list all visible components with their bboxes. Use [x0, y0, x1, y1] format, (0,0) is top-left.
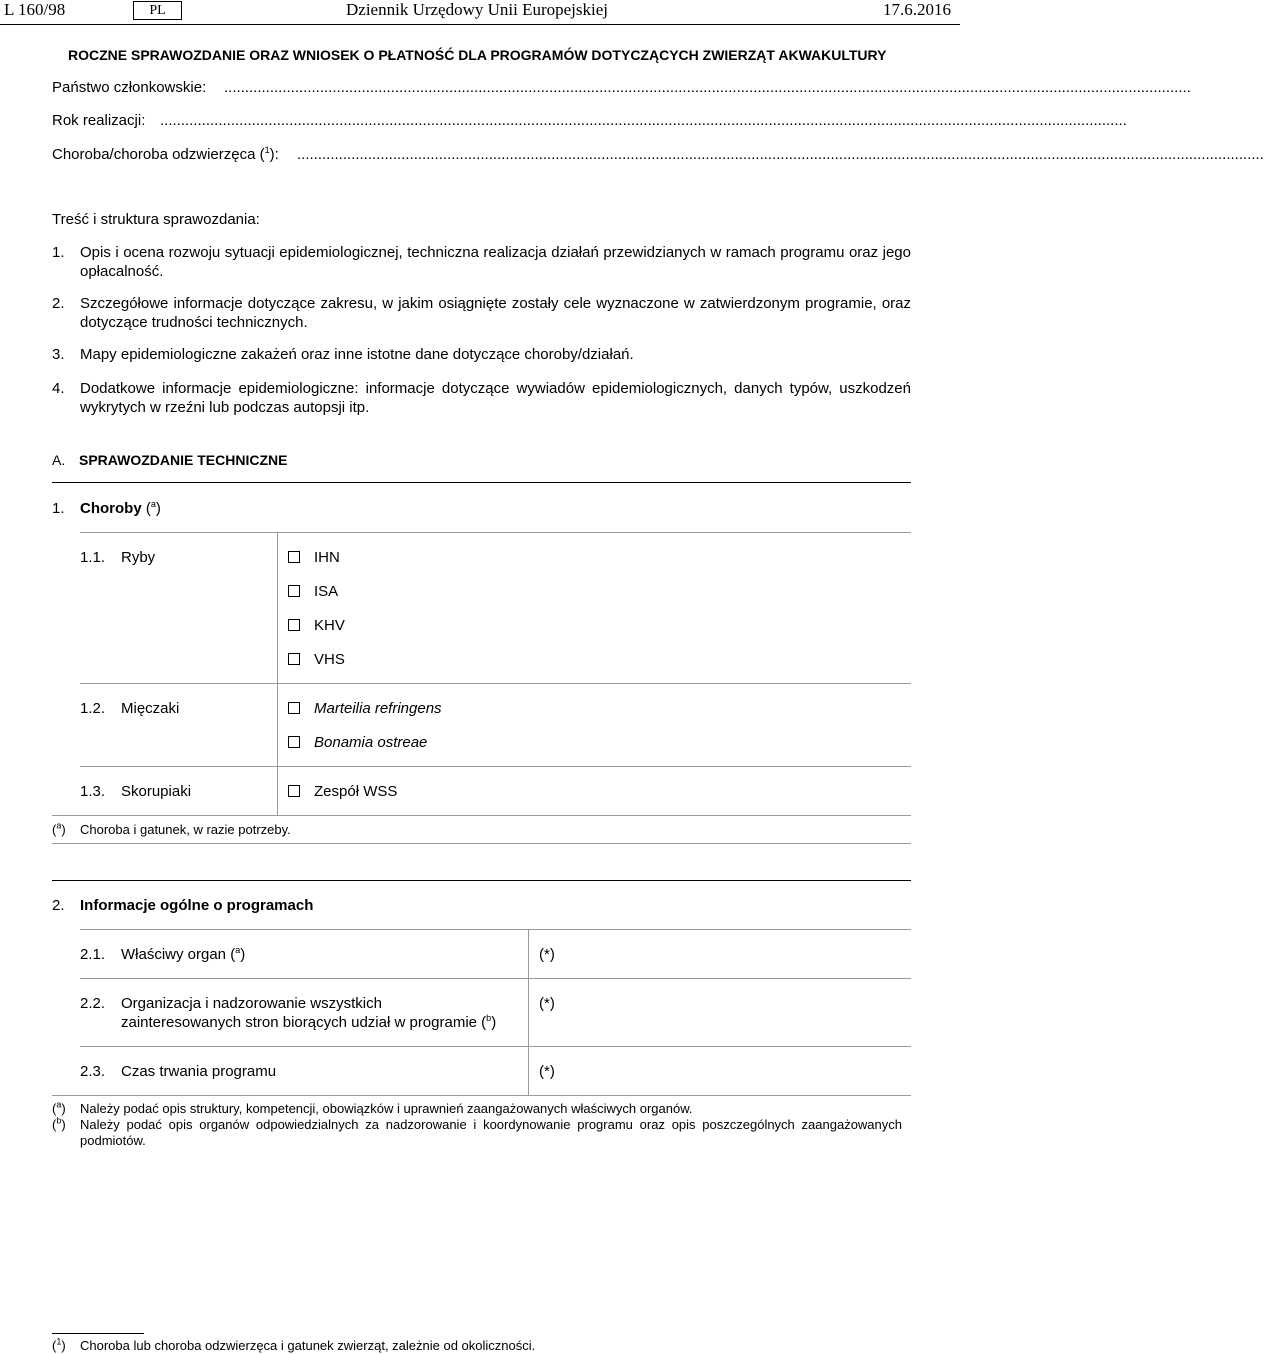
row-label: zainteresowanych stron biorących udział w programie ($^b$) — [121, 1013, 497, 1031]
footnote-text: Choroba lub choroba odzwierzęca i gatunek zwierząt, zależnie od okoliczności. — [80, 1338, 536, 1353]
list-item — [52, 379, 911, 417]
row-value[interactable]: (*) — [539, 995, 555, 1012]
footnote — [52, 822, 902, 838]
table-rule — [52, 1095, 911, 1096]
row-value[interactable]: (*) — [539, 1063, 555, 1080]
list-item-number: 3. — [52, 346, 65, 363]
row-number: 1.3. — [80, 783, 106, 800]
table-rule — [80, 532, 911, 533]
row-label: Skorupiaki — [121, 783, 192, 800]
footnote-mark: ($^a$) — [52, 1099, 66, 1116]
footnote — [52, 1101, 902, 1117]
list-item — [52, 294, 911, 332]
footnote — [52, 1117, 902, 1149]
section-label: A. — [52, 452, 66, 468]
list-item — [52, 345, 911, 364]
member-state-dots: ........................................................................................................................................................................................................................................ — [224, 79, 1191, 96]
checkbox-vhs[interactable] — [288, 653, 300, 665]
row-label: Organizacja i nadzorowanie wszystkich — [121, 995, 382, 1012]
footnote-separator — [52, 1333, 144, 1334]
option-label: IHN — [314, 549, 340, 566]
list-item-text: Szczegółowe informacje dotyczące zakresu, w jakim osiągnięte zostały cele wyznaczone w zatwierdzonym programie, oraz dotyczące trudności technicznych. — [80, 295, 911, 331]
table-rule — [80, 978, 911, 979]
disease-label: Choroba/choroba odzwierzęca ($^1$): — [52, 145, 279, 163]
section-rule — [52, 482, 911, 483]
column-divider — [277, 532, 278, 815]
checkbox-isa[interactable] — [288, 585, 300, 597]
language-code: PL — [133, 1, 182, 20]
table-rule — [52, 815, 911, 816]
list-item-number: 2. — [52, 295, 65, 312]
row-number: 2.2. — [80, 995, 106, 1012]
subsection-title: Informacje ogólne o programach — [80, 897, 314, 914]
publication-date: 17.6.2016 — [883, 0, 951, 19]
year-label: Rok realizacji: — [52, 112, 146, 129]
checkbox-wss[interactable] — [288, 785, 300, 797]
option-label: Zespół WSS — [314, 783, 398, 800]
section-rule — [52, 880, 911, 881]
subsection-title: Choroby ($^a$) — [80, 499, 161, 517]
subsection-number: 2. — [52, 897, 65, 914]
list-item-text: Mapy epidemiologiczne zakażeń oraz inne istotne dane dotyczące choroby/działań. — [80, 346, 634, 363]
footnote-ref: a — [150, 499, 156, 509]
list-item-number: 4. — [52, 380, 65, 397]
subsection-number: 1. — [52, 500, 65, 517]
footnote-ref: a — [235, 945, 241, 955]
year-field[interactable] — [52, 111, 1127, 130]
checkbox-bonamia[interactable] — [288, 736, 300, 748]
checkbox-marteilia[interactable] — [288, 702, 300, 714]
content-heading: Treść i struktura sprawozdania: — [52, 211, 260, 228]
list-item-text: Opis i ocena rozwoju sytuacji epidemiologicznej, techniczna realizacja działań przewidzianych w ramach programu oraz jego opłacalność. — [80, 244, 911, 280]
row-number: 1.1. — [80, 549, 106, 566]
footnote-text: Należy podać opis organów odpowiedzialnych za nadzorowanie i koordynowanie programu oraz opis poszczególnych zaangażowanych podmiotów. — [80, 1117, 902, 1148]
disease-dots: ........................................................................................................................................................................................................................................ — [297, 146, 1264, 163]
checkbox-ihn[interactable] — [288, 551, 300, 563]
list-item — [52, 243, 911, 281]
row-value[interactable]: (*) — [539, 946, 555, 963]
table-rule — [80, 929, 911, 930]
row-label: Właściwy organ ($^a$) — [121, 945, 246, 963]
header-rule — [0, 24, 960, 25]
row-number: 2.3. — [80, 1063, 106, 1080]
row-label: Mięczaki — [121, 700, 180, 717]
page-reference: L 160/98 — [4, 0, 66, 19]
option-label: VHS — [314, 651, 345, 668]
row-number: 2.1. — [80, 946, 106, 963]
footnote-mark: ($^1$) — [52, 1336, 66, 1353]
option-label: ISA — [314, 583, 339, 600]
disease-field[interactable] — [52, 145, 1264, 164]
member-state-field[interactable] — [52, 78, 1191, 97]
list-item-text: Dodatkowe informacje epidemiologiczne: informacje dotyczące wywiadów epidemiologicznych, danych typów, uszkodzeń wykrytych w rzeźni lub podczas autopsji itp. — [80, 380, 911, 416]
page-footnote — [52, 1338, 902, 1354]
option-label: KHV — [314, 617, 345, 634]
document-title: ROCZNE SPRAWOZDANIE ORAZ WNIOSEK O PŁATNOŚĆ DLA PROGRAMÓW DOTYCZĄCYCH ZWIERZĄT AKWAKULTURY — [68, 47, 887, 63]
row-number: 1.2. — [80, 700, 106, 717]
row-label: Czas trwania programu — [121, 1063, 277, 1080]
journal-title: Dziennik Urzędowy Unii Europejskiej — [346, 0, 609, 19]
footnote-text: Choroba i gatunek, w razie potrzeby. — [80, 822, 291, 837]
footnote-ref: 1 — [264, 145, 270, 155]
footnote-ref: b — [486, 1013, 492, 1023]
table-rule — [80, 683, 911, 684]
table-rule — [52, 843, 911, 844]
option-label: Bonamia ostreae — [314, 734, 428, 751]
member-state-label: Państwo członkowskie: — [52, 79, 207, 96]
table-rule — [80, 1046, 911, 1047]
option-label: Marteilia refringens — [314, 700, 442, 717]
list-item-number: 1. — [52, 244, 65, 261]
table-rule — [80, 766, 911, 767]
checkbox-khv[interactable] — [288, 619, 300, 631]
year-dots: ........................................................................................................................................................................................................................................ — [160, 112, 1127, 129]
row-label: Ryby — [121, 549, 156, 566]
column-divider — [528, 929, 529, 1095]
footnote-mark: ($^b$) — [52, 1115, 66, 1132]
footnote-mark: ($^a$) — [52, 820, 66, 837]
footnote-text: Należy podać opis struktury, kompetencji, obowiązków i uprawnień zaangażowanych właściwych organów. — [80, 1101, 693, 1116]
section-title: SPRAWOZDANIE TECHNICZNE — [79, 452, 288, 468]
